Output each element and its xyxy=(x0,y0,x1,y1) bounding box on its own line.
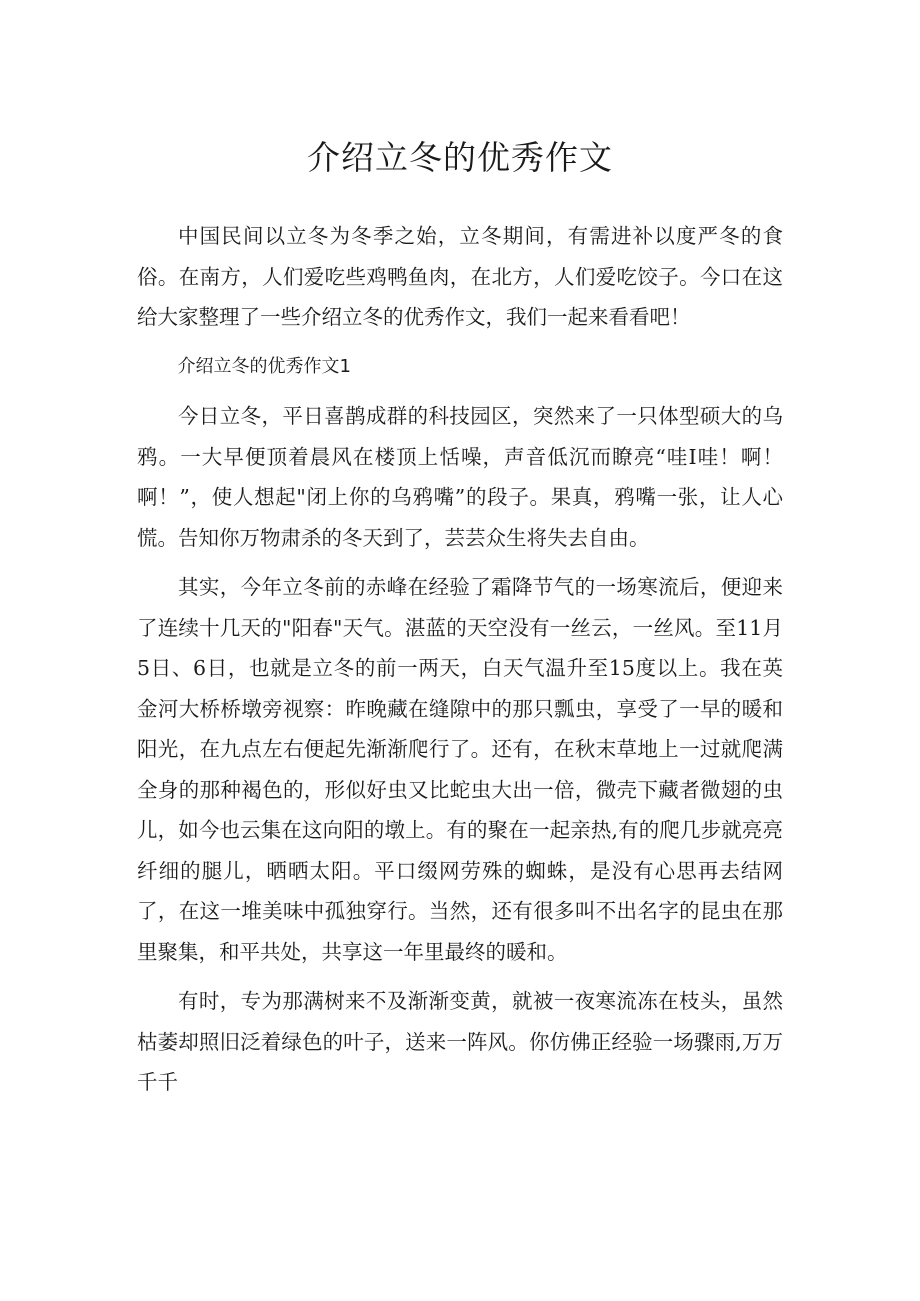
body-paragraph-1: 今日立冬，平日喜鹊成群的科技园区，突然来了一只体型硕大的乌鸦。一大早便顶着晨风在楼顶上恬噪，声音低沉而瞭亮“哇I哇！啊！啊！”，使人想起"闭上你的乌鸦嘴”的段子。果真，鸦嘴一张，让人心慌。告知你万物肃杀的冬天到了，芸芸众生将失去自由。 xyxy=(137,404,783,550)
body-paragraph-3: 有时，专为那满树来不及渐渐变黄，就被一夜寒流冻在枝头，虽然枯萎却照旧泛着绿色的叶子，送来一阵风。你仿佛正经验一场骤雨,万万千千 xyxy=(137,989,783,1094)
intro-paragraph: 中国民间以立冬为冬季之始，立冬期间，有需进补以度严冬的食俗。在南方，人们爱吃些鸡鸭鱼肉，在北方，人们爱吃饺子。今口在这给大家整理了一些介绍立冬的优秀作文，我们一起来看看吧！ xyxy=(137,224,783,329)
document-body xyxy=(137,216,783,1103)
document-title: 介绍立冬的优秀作文 xyxy=(307,138,613,177)
section-heading: 介绍立冬的优秀作文1 xyxy=(177,355,351,377)
body-paragraph-2: 其实，今年立冬前的赤峰在经验了霜降节气的一场寒流后，便迎来了连续十几天的"阳春"天气。湛蓝的天空没有一丝云，一丝风。至11月5日、6日，也就是立冬的前一两天，白天气温升至15度以上。我在英金河大桥桥墩旁视察：昨晚藏在缝隙中的那只瓢虫，享受了一早的暖和阳光，在九点左右便起先渐渐爬行了。还有，在秋末草地上一过就爬满全身的那种褐色的，形似好虫又比蛇虫大出一倍，微壳下藏者微翅的虫儿，如今也云集在这向阳的墩上。有的聚在一起亲热,有的爬几步就亮亮纤细的腿儿，晒晒太阳。平口缀网劳殊的蜘蛛，是没有心思再去结网了，在这一堆美味中孤独穿行。当然，还有很多叫不出名字的昆虫在那里聚集，和平共处，共享这一年里最终的暖和。 xyxy=(137,575,783,964)
